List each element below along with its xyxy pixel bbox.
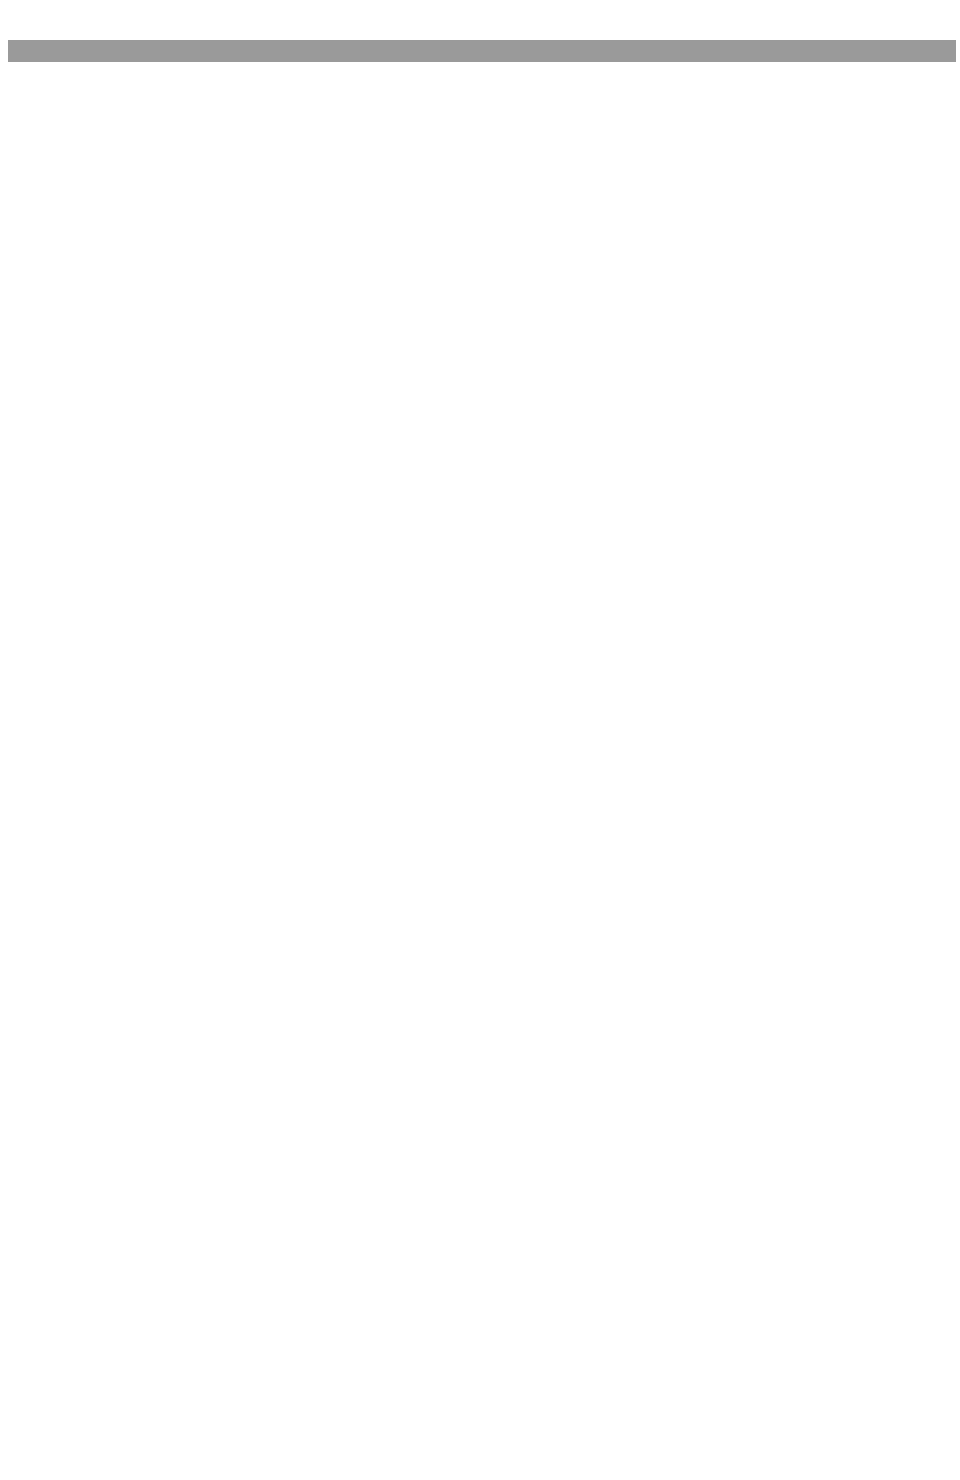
header-bar (8, 40, 956, 62)
